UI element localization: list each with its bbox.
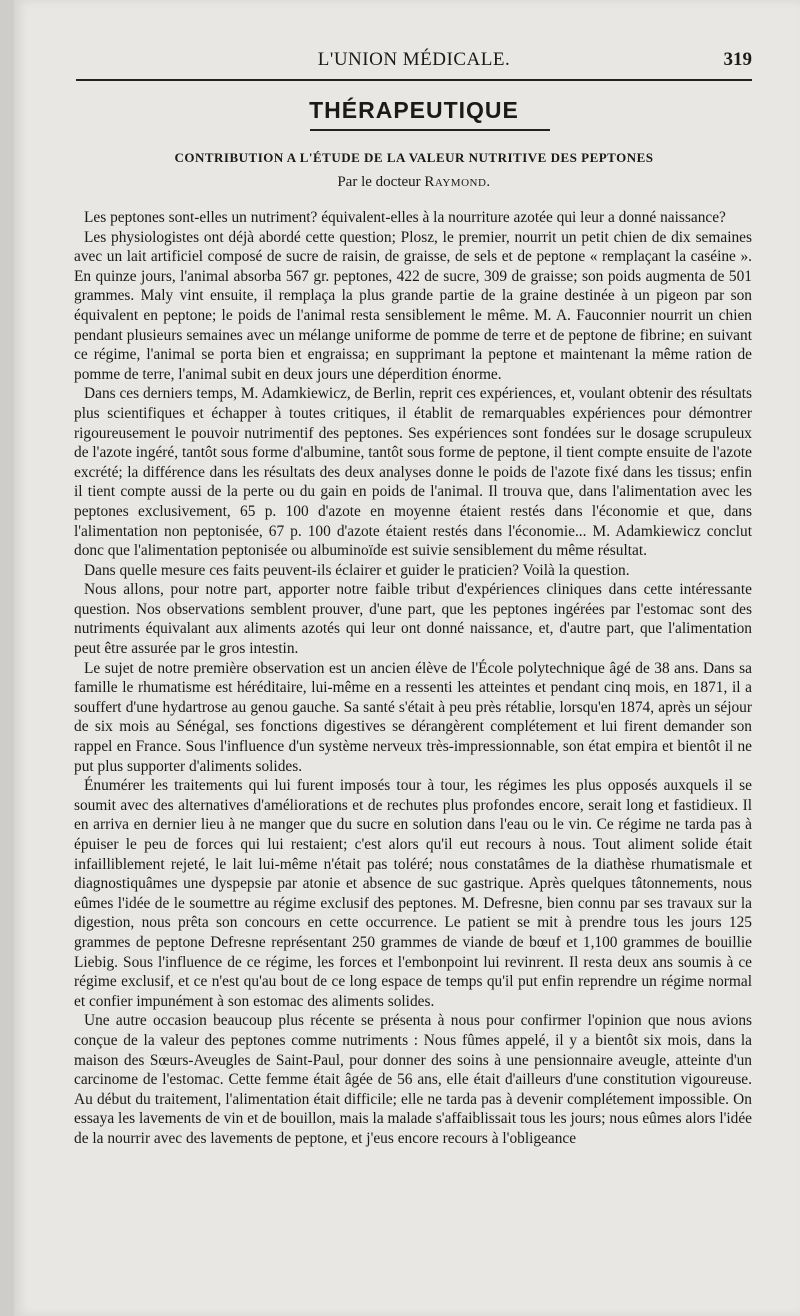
paragraph: Les peptones sont-elles un nutriment? équivalent-elles à la nourriture azotée qui leur a donné naissance?	[84, 209, 726, 226]
running-title: L'UNION MÉDICALE.	[317, 49, 511, 70]
paragraph: Dans ces derniers temps, M. Adamkiewicz, de Berlin, reprit ces expériences, et, voulant obtenir des résultats plus scientifiques et échapper à toutes critiques, il établit de remarquables expériences pour démontrer rigoureusement le pouvoir nutrimentif des peptones. Ses expériences sont fondées sur le dosage scrupuleux de l'azote ingéré, tantôt sous forme d'albumine, tantôt sous forme de peptone, il tient compte ensuite de l'azote excrété; la différence dans les résultats des deux analyses donne le poids de l'azote fixé dans les tissus; enfin il tient compte aussi de la perte ou du gain en poids de l'animal. Il trouva que, dans l'alimentation avec les peptones exclusivement, 65 p. 100 d'azote en moyenne étaient restés dans l'économie et que, dans l'alimentation non peptonisée, 67 p. 100 d'azote étaient restés dans l'économie... M. Adamkiewicz conclut donc que l'alimentation peptonisée ou albuminoïde est suivie sensiblement du même résultat.	[74, 385, 752, 560]
paragraph: Nous allons, pour notre part, apporter notre faible tribut d'expériences cliniques dans cette intéressante question. Nos observations semblent prouver, d'une part, que les peptones ingérées par l'estomac sont des nutriments équivalant aux aliments azotés qui leur ont donné naissance, et, d'autre part, que l'alimentation peut être assurée par le gros intestin.	[74, 581, 752, 658]
running-header	[76, 46, 752, 76]
article-title: CONTRIBUTION A L'ÉTUDE DE LA VALEUR NUTRITIVE DES PEPTONES	[174, 150, 654, 165]
author-name: Raymond.	[424, 174, 491, 190]
byline-prefix: Par le docteur	[337, 174, 421, 190]
paragraph: Dans quelle mesure ces faits peuvent-ils éclairer et guider le praticien? Voilà la question.	[84, 561, 630, 579]
paragraph: Le sujet de notre première observation est un ancien élève de l'École polytechnique âgé de 38 ans. Dans sa famille le rhumatisme est héréditaire, lui-même en a ressenti les atteintes et pendant cinq mois, en 1871, il a souffert d'une hydartrose au genou gauche. Sa santé s'était à peu près rétablie, lorsqu'en 1874, après un séjour de six mois au Sénégal, ses fonctions digestives se dérangèrent complétement et lui firent demander son rappel en France. Sous l'influence d'un système nerveux très-impressionnable, son état empira et bientôt il ne put plus supporter d'aliments solides.	[74, 659, 752, 775]
article-body	[74, 204, 752, 1149]
paragraph: Énumérer les traitements qui lui furent imposés tour à tour, les régimes les plus opposés auxquels il se soumit avec des alternatives d'améliorations et de rechutes plus profondes encore, serait long et fastidieux. Il en arriva en dernier lieu à ne manger que du sucre en solution dans l'eau ou le vin. Ce régime ne tarda pas à épuiser le peu de forces qui lui restaient; c'est alors qu'il eut recours à nous. Tout aliment solide était infailliblement rejeté, le lait lui-même n'était pas toléré; nous constatâmes de la diathèse rhumatismale et diagnostiquâmes une dyspepsie par atonie et absence de suc gastrique. Après quelques tâtonnements, nous eûmes l'idée de le soumettre au régime exclusif des peptones. M. Defresne, bien connu par ses travaux sur la digestion, nous prêta son concours en cette occurrence. Le patient se mit à prendre tous les jours 125 grammes de peptone Defresne représentant 250 grammes de viande de bœuf et 1,100 grammes de bouillie Liebig. Sous l'influence de ce régime, les forces et l'embonpoint lui revinrent. Il resta deux ans soumis à ce régime exclusif, et ce n'est qu'au bout de ce long espace de temps qu'il put enfin reprendre un régime normal et confier impunément à son estomac des aliments solides.	[74, 777, 752, 1010]
section-rule	[310, 129, 550, 131]
header-rule	[76, 79, 752, 81]
paragraph: Une autre occasion beaucoup plus récente se présenta à nous pour confirmer l'opinion que nous avions conçue de la valeur des peptones comme nutriments : Nous fûmes appelé, il y a bientôt six mois, dans la maison des Sœurs-Aveugles de Saint-Paul, pour donner des soins à une pensionnaire aveugle, atteinte d'un carcinome de l'estomac. Cette femme était âgée de 56 ans, elle était d'ailleurs d'une constitution vigoureuse. Au début du traitement, l'alimentation était difficile; elle ne tarda pas à devenir complétement impossible. On essaya les lavements de vin et de bouillon, mais la malade s'affaiblissait tous les jours; nous eûmes alors l'idée de la nourrir avec des lavements de peptone, et j'eus encore recours à l'obligeance	[74, 1012, 752, 1147]
section-title: THÉRAPEUTIQUE	[309, 97, 519, 123]
page-number: 319	[723, 49, 752, 70]
byline	[76, 174, 752, 191]
paragraph: Les physiologistes ont déjà abordé cette question; Plosz, le premier, nourrit un petit chien de dix semaines avec un lait artificiel composé de sucre de raisin, de graisse, de sels et de peptone « remplaçant la caséine ». En quinze jours, l'animal absorba 567 gr. peptones, 422 de sucre, 309 de graisse; son poids augmenta de 501 grammes. Maly vint ensuite, il remplaça la plus grande partie de la graine destinée à un pigeon par son équivalent en peptone; le poids de l'animal resta sensiblement le même. M. A. Fauconnier nourrit un chien pendant plusieurs semaines avec un mélange uniforme de pomme de terre et de peptone de fibrine; en suivant ce régime, l'animal se porta bien et engraissa; en supprimant la peptone et maintenant la même ration de pomme de terre, l'animal subit en deux jours une déperdition énorme.	[74, 228, 752, 383]
